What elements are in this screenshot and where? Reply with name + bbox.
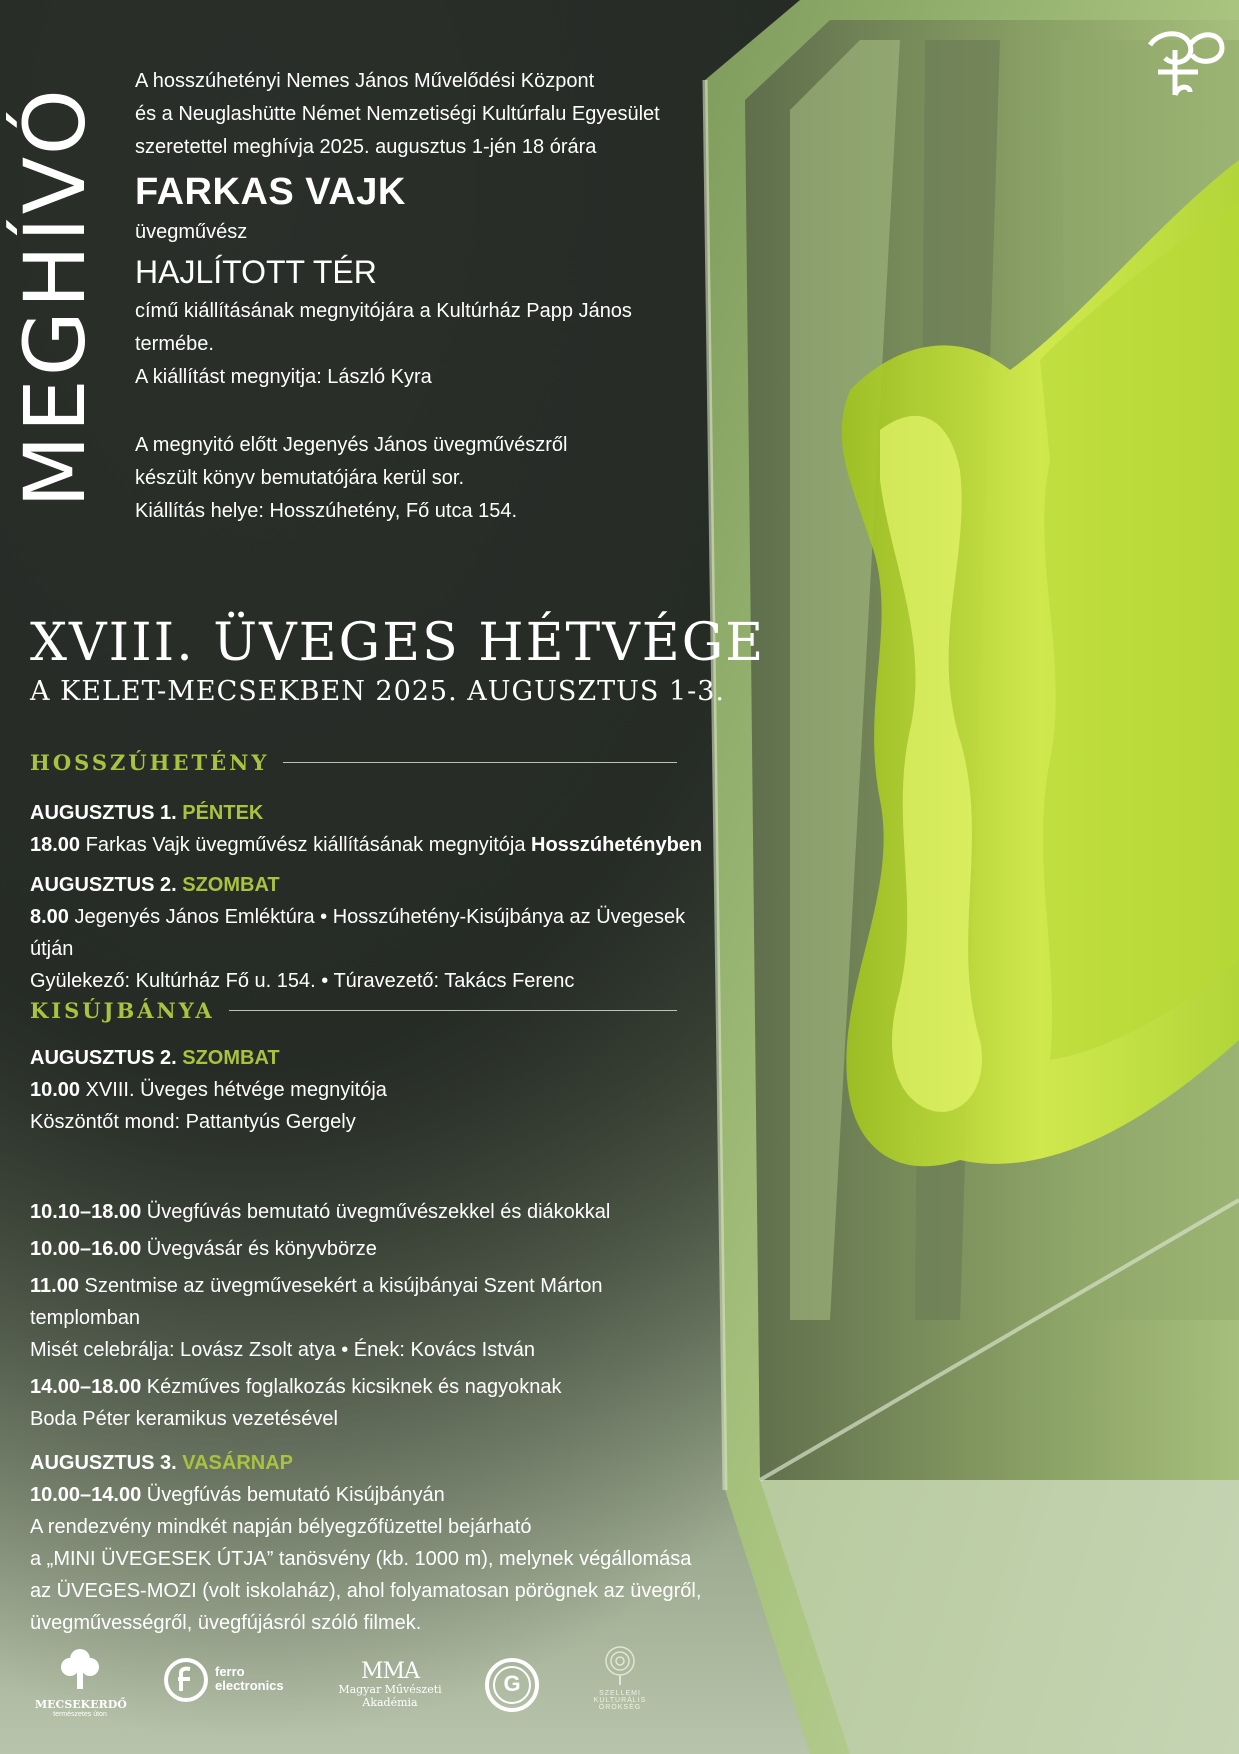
note-line: üvegművességről, üvegfújásról szóló filmek.: [30, 1612, 422, 1634]
invitation-intro: [135, 65, 715, 528]
vertical-title: MEGHÍVÓ: [6, 86, 104, 508]
szellemi-kulturalis-orokseg-logo: SZELLEMI KULTURÁLIS ÖRÖKSÉG: [585, 1645, 655, 1711]
event-row: 11.00 Szentmise az üvegművesekért a kisújbányai Szent Márton templomban: [30, 1275, 603, 1329]
note-line: az ÜVEGES-MOZI (volt iskolaház), ahol folyamatosan pörögnek az üvegről,: [30, 1580, 702, 1602]
section-name: HOSSZÚHETÉNY: [30, 750, 270, 775]
note-line: a „MINI ÜVEGESEK ÚTJA” tanösvény (kb. 1000 m), melynek végállomása: [30, 1548, 692, 1570]
intro-line-3: szeretettel meghívja 2025. augusztus 1-jén 18 órára: [135, 136, 597, 158]
section-divider: [283, 762, 677, 763]
day-heading: AUGUSZTUS 1. PÉNTEK: [30, 802, 264, 824]
intro-line-8: Kiállítás helye: Hosszúhetény, Fő utca 154.: [135, 500, 518, 522]
event-detail: Köszöntőt mond: Pattantyús Gergely: [30, 1111, 356, 1133]
ge-circle-logo: G: [484, 1657, 540, 1713]
intro-line-7: készült könyv bemutatójára kerül sor.: [135, 467, 465, 489]
intro-line-5: A kiállítást megnyitja: László Kyra: [135, 366, 432, 388]
exhibition-title: HAJLÍTOTT TÉR: [135, 254, 377, 290]
intro-line-4: című kiállításának megnyitójára a Kultúrház Papp János termébe.: [135, 300, 632, 355]
sponsor-logos: [0, 1645, 700, 1735]
event-row: 8.00 Jegenyés János Emléktúra • Hosszúhetény-Kisújbánya az Üvegesek útján: [30, 906, 686, 960]
section-hosszuheteny-heading: [30, 750, 677, 775]
event-row: 14.00–18.00 Kézműves foglalkozás kicsiknek és nagyoknak: [30, 1376, 562, 1398]
day-heading: AUGUSZTUS 2. SZOMBAT: [30, 874, 280, 896]
event-row: 18.00 Farkas Vajk üvegművész kiállításának megnyitója Hosszúhetényben: [30, 834, 703, 856]
intro-line-1: A hosszúhetényi Nemes János Művelődési Központ: [135, 70, 595, 92]
section-kisujbanya-heading: [30, 998, 677, 1023]
event-detail: Misét celebrálja: Lovász Zsolt atya • Ének: Kovács István: [30, 1339, 535, 1361]
event-row: 10.00 XVIII. Üveges hétvége megnyitója: [30, 1079, 387, 1101]
ferro-circle-icon: [163, 1657, 209, 1703]
artist-role: üvegművész: [135, 221, 248, 243]
festival-subtitle: A KELET-MECSEKBEN 2025. AUGUSZTUS 1-3.: [30, 676, 726, 707]
schedule-kisujbanya: [30, 1042, 710, 1639]
section-name: KISÚJBÁNYA: [30, 998, 215, 1023]
fingerprint-tree-icon: [600, 1645, 640, 1685]
artist-name: FARKAS VAJK: [135, 171, 406, 213]
mecsekerdo-logo: MECSEKERDŐ természetes úton: [35, 1645, 125, 1718]
day-heading: AUGUSZTUS 3. VASÁRNAP: [30, 1452, 294, 1474]
note-line: A rendezvény mindkét napján bélyegzőfüzettel bejárható: [30, 1516, 532, 1538]
event-row: 10.00–16.00 Üvegvásár és könyvbörze: [30, 1238, 377, 1260]
event-detail: Gyülekező: Kultúrház Fő u. 154. • Túravezető: Takács Ferenc: [30, 970, 575, 992]
schedule-hosszuheteny: [30, 797, 710, 997]
day-heading: AUGUSZTUS 2. SZOMBAT: [30, 1047, 280, 1069]
ferro-electronics-logo: ferro electronics: [163, 1657, 293, 1707]
mma-logo: MMA Magyar Művészeti Akadémia: [338, 1659, 442, 1709]
festival-title: XVIII. ÜVEGES HÉTVÉGE: [30, 613, 766, 673]
event-row: 10.10–18.00 Üvegfúvás bemutató üvegművészekkel és diákokkal: [30, 1201, 611, 1223]
intro-line-6: A megnyitó előtt Jegenyés János üvegművészről: [135, 434, 568, 456]
event-detail: Boda Péter keramikus vezetésével: [30, 1408, 338, 1430]
section-divider: [229, 1010, 677, 1011]
intro-line-2: és a Neuglashütte Német Nemzetiségi Kultúrfalu Egyesület: [135, 103, 660, 125]
tree-icon: [56, 1645, 104, 1693]
event-row: 10.00–14.00 Üvegfúvás bemutató Kisújbányán: [30, 1484, 445, 1506]
